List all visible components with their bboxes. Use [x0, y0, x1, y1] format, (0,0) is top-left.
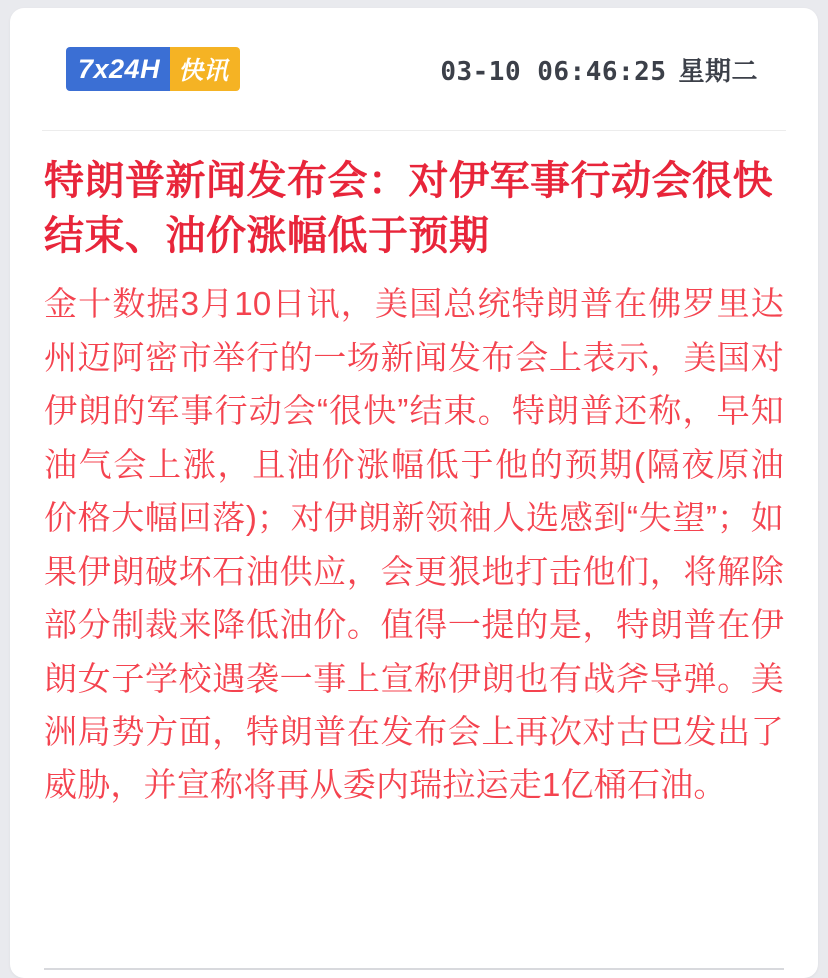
timestamp — [440, 51, 758, 88]
article-body: 金十数据3月10日讯，美国总统特朗普在佛罗里达州迈阿密市举行的一场新闻发布会上表示，美国对伊朗的军事行动会“很快”结束。特朗普还称，早知油气会上涨，且油价涨幅低于他的预期(隔夜原油价格大幅回落)；对伊朗新领袖人选感到“失望”；如果伊朗破坏石油供应，会更狠地打击他们，将解除部分制裁来降低油价。值得一提的是，特朗普在伊朗女子学校遇袭一事上宣称伊朗也有战斧导弹。美洲局势方面，特朗普在发布会上再次对古巴发出了威胁，并宣称将再从委内瑞拉运走1亿桶石油。 — [44, 285, 784, 804]
brand-logo[interactable] — [66, 47, 240, 91]
brand-logo-primary: 7x24H — [66, 47, 170, 91]
brand-logo-secondary: 快讯 — [170, 47, 240, 91]
timestamp-datetime: 03-10 06:46:25 — [440, 56, 667, 87]
footer-divider — [44, 968, 784, 970]
news-card — [10, 8, 818, 978]
article-headline: 特朗普新闻发布会：对伊军事行动会很快结束、油价涨幅低于预期 — [44, 158, 773, 259]
timestamp-weekday: 星期二 — [678, 55, 758, 86]
article — [38, 131, 790, 812]
card-header — [38, 8, 790, 130]
